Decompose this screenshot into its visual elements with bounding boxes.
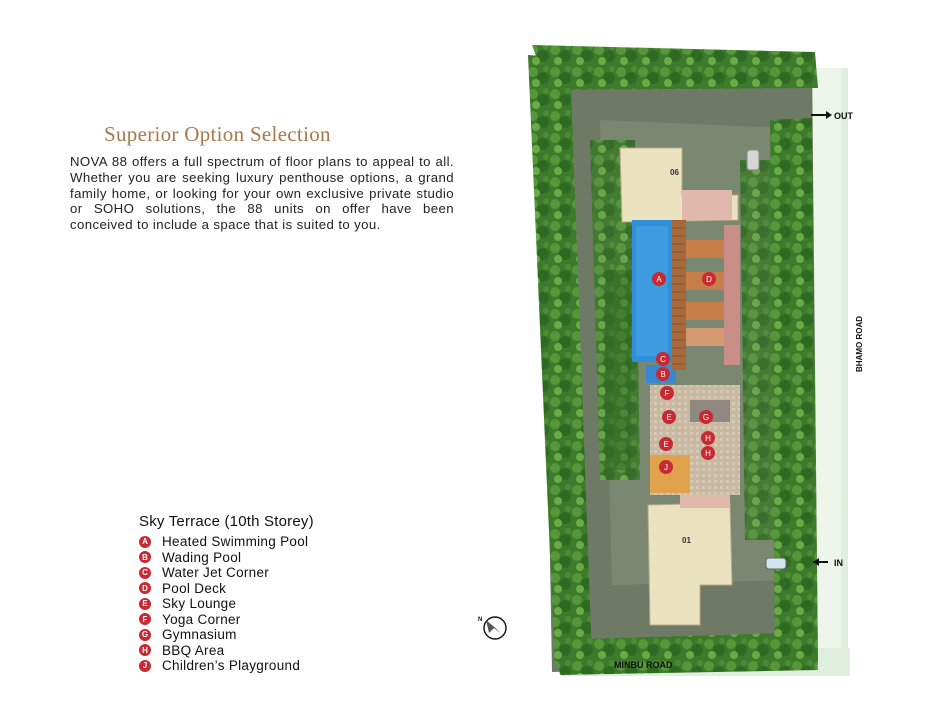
legend-label: Water Jet Corner — [162, 565, 270, 581]
svg-text:E: E — [663, 440, 669, 449]
legend-label: Heated Swimming Pool — [162, 534, 309, 550]
road-label-minbu: MINBU ROAD — [614, 660, 673, 670]
legend-badge: B — [139, 551, 151, 563]
marker-A — [652, 272, 666, 286]
in-label: IN — [834, 558, 843, 568]
car-icon — [747, 150, 759, 170]
road-label-bhamo: BHAMO ROAD — [855, 316, 864, 372]
out-label: OUT — [834, 111, 853, 121]
marker-F — [660, 386, 674, 400]
legend-label: BBQ Area — [162, 642, 225, 658]
pool-deck — [672, 220, 686, 370]
svg-text:E: E — [666, 413, 672, 422]
legend-label: Gymnasium — [162, 627, 237, 643]
legend-badge: C — [139, 567, 151, 579]
legend-label: Yoga Corner — [162, 611, 241, 627]
legend-label: Pool Deck — [162, 580, 227, 596]
marker-H2 — [701, 446, 715, 460]
legend-label: Wading Pool — [162, 549, 242, 565]
marker-B — [656, 367, 670, 381]
legend-badge: D — [139, 582, 151, 594]
page-title: Superior Option Selection — [104, 122, 331, 146]
legend-badge: A — [139, 536, 151, 548]
north-label: N — [478, 617, 483, 623]
svg-text:C: C — [660, 355, 666, 364]
svg-text:J: J — [664, 463, 668, 472]
marker-D — [702, 272, 716, 286]
marker-E2 — [659, 437, 673, 451]
svg-text:G: G — [702, 413, 710, 422]
svg-text:A: A — [656, 275, 662, 284]
legend-badge: J — [139, 660, 151, 672]
legend-badge: F — [139, 613, 151, 625]
svg-text:F: F — [664, 389, 670, 398]
legend-badge: E — [139, 598, 151, 610]
legend-label: Sky Lounge — [162, 596, 237, 612]
marker-G — [699, 410, 713, 424]
svg-text:B: B — [660, 370, 666, 379]
playground — [650, 455, 690, 493]
walkway — [724, 225, 740, 365]
marker-H1 — [701, 431, 715, 445]
car-icon — [766, 558, 786, 569]
marker-E1 — [662, 410, 676, 424]
legend-title: Sky Terrace (10th Storey) — [139, 513, 314, 530]
legend-badge: G — [139, 629, 151, 641]
legend-label: Children’s Playground — [162, 658, 301, 674]
block-06-label: 06 — [670, 168, 679, 177]
svg-text:H: H — [705, 434, 711, 443]
svg-text:H: H — [705, 449, 711, 458]
intro-paragraph: NOVA 88 offers a full spectrum of floor plans to appeal to all. Whether you are seeking luxury penthouse options, a grand family home, or looking for your own exclusive private studio or SOHO solutions, the 88 units on offer have been conceived to include a space that is suited to you. — [70, 154, 454, 233]
marker-C — [656, 352, 670, 366]
legend-badge: H — [139, 644, 151, 656]
marker-J — [659, 460, 673, 474]
north-arrow-icon — [484, 617, 506, 639]
svg-text:D: D — [706, 275, 712, 284]
block-01-label: 01 — [682, 536, 691, 545]
